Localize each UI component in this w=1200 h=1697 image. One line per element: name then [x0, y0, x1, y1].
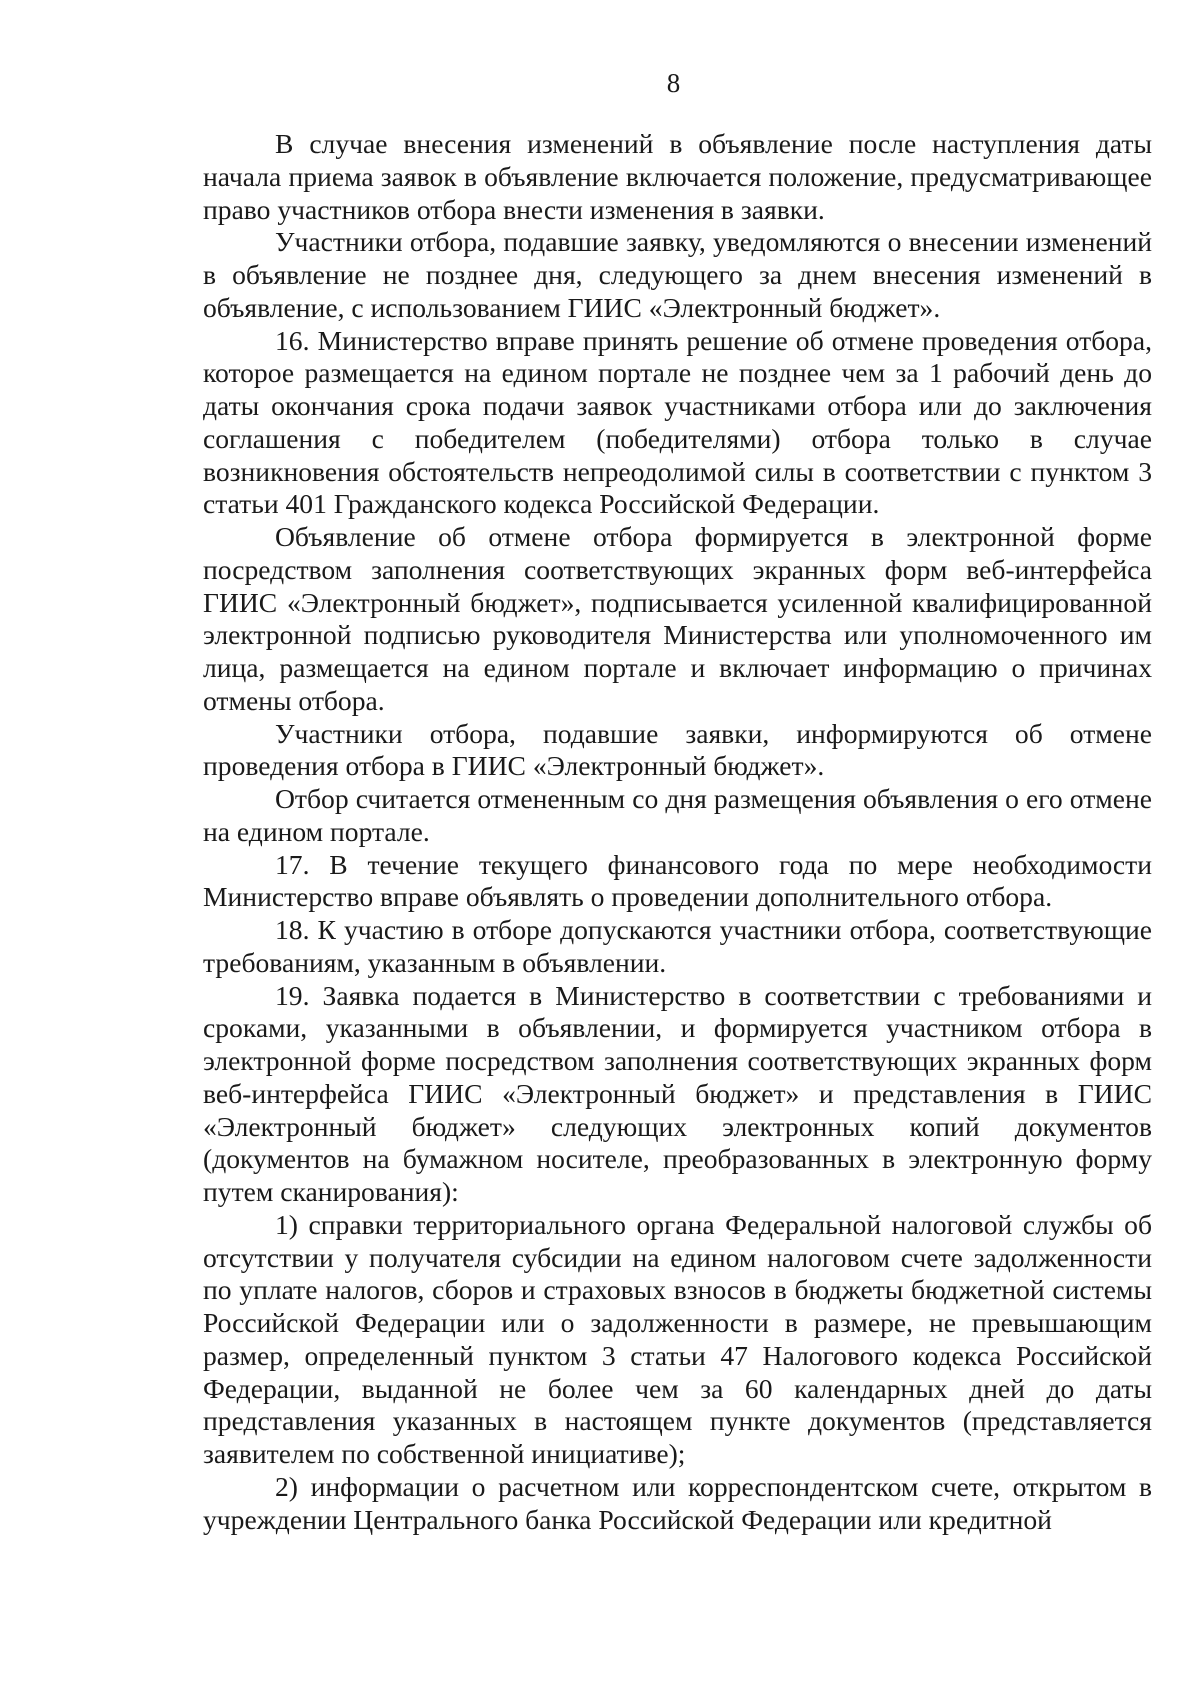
paragraph-selection-cancelled: Отбор считается отмененным со дня размещения объявления о его отмене на едином портале.	[203, 783, 1152, 847]
paragraph-clause-16: 16. Министерство вправе принять решение об отмене проведения отбора, которое размещается на едином портале не позднее чем за 1 рабочий день до даты окончания срока подачи заявок участниками отбора или до заключения соглашения с победителем (победителями) отбора только в случае возникновения обстоятельств непреодолимой силы в соответствии с пунктом 3 статьи 401 Гражданского кодекса Российской Федерации.	[203, 324, 1152, 520]
paragraph-item-1: 1) справки территориального органа Федеральной налоговой службы об отсутствии у получателя субсидии на едином налоговом счете задолженности по уплате налогов, сборов и страховых взносов в бюджеты бюджетной системы Российской Федерации или о задолженности в размере, не превышающим размер, определенный пунктом 3 статьи 47 Налогового кодекса Российской Федерации, выданной не более чем за 60 календарных дней до даты представления указанных в настоящем пункте документов (представляется заявителем по собственной инициативе);	[203, 1208, 1152, 1469]
page-number: 8	[666, 68, 681, 98]
paragraph-participants-notified: Участники отбора, подавшие заявку, уведомляются о внесении изменений в объявление не позднее дня, следующего за днем внесения изменений в объявление, с использованием ГИИС «Электронный бюджет».	[203, 226, 1152, 323]
document-body	[203, 128, 1152, 1536]
paragraph-clause-18: 18. К участию в отборе допускаются участники отбора, соответствующие требованиям, указанным в объявлении.	[203, 914, 1152, 978]
paragraph-item-2: 2) информации о расчетном или корреспондентском счете, открытом в учреждении Центрального банка Российской Федерации или кредитной	[203, 1470, 1152, 1535]
paragraph-participants-informed: Участники отбора, подавшие заявки, информируются об отмене проведения отбора в ГИИС «Электронный бюджет».	[203, 717, 1152, 782]
paragraph-clause-19: 19. Заявка подается в Министерство в соответствии с требованиями и сроками, указанными в объявлении, и формируется участником отбора в электронной форме посредством заполнения соответствующих экранных форм веб-интерфейса ГИИС «Электронный бюджет» и представления в ГИИС «Электронный бюджет» следующих электронных копий документов (документов на бумажном носителе, преобразованных в электронную форму путем сканирования):	[203, 979, 1152, 1207]
paragraph-cancellation-announcement: Объявление об отмене отбора формируется в электронной форме посредством заполнения соответствующих экранных форм веб-интерфейса ГИИС «Электронный бюджет», подписывается усиленной квалифицированной электронной подписью руководителя Министерства или уполномоченного им лица, размещается на едином портале и включает информацию о причинах отмены отбора.	[203, 521, 1152, 716]
paragraph-amendment-notice: В случае внесения изменений в объявление после наступления даты начала приема заявок в объявление включается положение, предусматривающее право участников отбора внести изменения в заявки.	[203, 128, 1152, 225]
paragraph-clause-17: 17. В течение текущего финансового года по мере необходимости Министерство вправе объявлять о проведении дополнительного отбора.	[203, 848, 1152, 913]
